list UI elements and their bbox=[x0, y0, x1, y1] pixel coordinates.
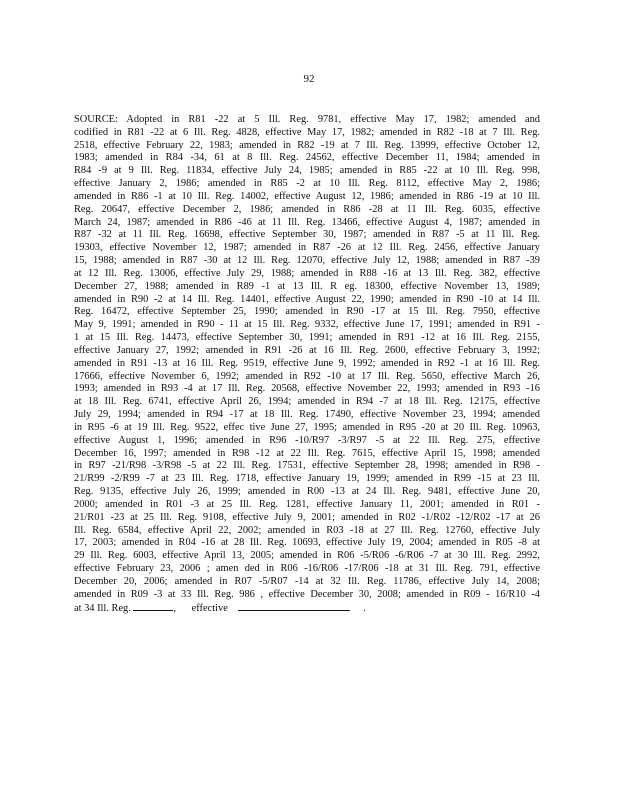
source-line: R87 -32 at 11 Ill. Reg. 16698, effective September 30, 1987; amended in R87 -5 at 11 Ill. Reg. bbox=[74, 229, 540, 241]
source-line: 19303, effective November 12, 1987; amended in R87 -26 at 12 Ill. Reg. 2456, effective January bbox=[74, 242, 540, 254]
source-line: Reg. 20647, effective December 2, 1986; amended in R86 -28 at 11 Ill. Reg. 6035, effective bbox=[74, 203, 540, 215]
final-line-end: . bbox=[363, 603, 366, 615]
source-line: effective January 27, 1992; amended in R91 -26 at 16 Ill. Reg. 2600, effective February 3, 1992; bbox=[74, 344, 540, 356]
source-line: amended in R91 -13 at 16 Ill. Reg. 9519, effective June 9, 1992; amended in R92 -1 at 16 Ill. Reg. bbox=[74, 357, 540, 369]
source-final-line bbox=[74, 601, 540, 614]
source-line: effective August 1, 1996; amended in R96 -10/R97 -3/R97 -5 at 22 Ill. Reg. 275, effective bbox=[74, 434, 540, 446]
source-line: December 20, 2006; amended in R07 -5/R07 -14 at 32 Ill. Reg. 11786, effective July 14, 2008; bbox=[74, 575, 540, 587]
source-line: amended in R09 -3 at 33 Ill. Reg. 986 , effective December 30, 2008; amended in R09 - 16/R10 -4 bbox=[74, 588, 540, 600]
source-line: 2000; amended in R01 -3 at 25 Ill. Reg. 1281, effective January 11, 2001; amended in R01 - bbox=[74, 498, 540, 510]
source-line: in R97 -21/R98 -3/R98 -5 at 22 Ill. Reg. 17531, effective September 28, 1998; amended in R98 - bbox=[74, 460, 540, 472]
source-line: Reg. 16472, effective September 25, 1990; amended in R90 -17 at 15 Ill. Reg. 7950, effective bbox=[74, 306, 540, 318]
source-line: amended in R90 -2 at 14 Ill. Reg. 14401, effective August 22, 1990; amended in R90 -10 at 14 Ill. bbox=[74, 293, 540, 305]
source-line: Ill. Reg. 6584, effective April 22, 2002; amended in R03 -18 at 27 Ill. Reg. 12760, effective July bbox=[74, 524, 540, 536]
source-line: 21/R99 -2/R99 -7 at 23 Ill. Reg. 1718, effective January 19, 1999; amended in R99 -15 at 23 Ill. bbox=[74, 473, 540, 485]
source-line: amended in R86 -1 at 10 Ill. Reg. 14002, effective August 12, 1986; amended in R86 -19 at 10 Ill. bbox=[74, 190, 540, 202]
source-line: 21/R01 -23 at 25 Ill. Reg. 9108, effective July 9, 2001; amended in R02 -1/R02 -12/R02 -17 at 26 bbox=[74, 511, 540, 523]
source-line: effective February 23, 2006 ; amen ded in R06 -16/R06 -17/R06 -18 at 31 Ill. Reg. 791, effective bbox=[74, 562, 540, 574]
source-line: 29 Ill. Reg. 6003, effective April 13, 2005; amended in R06 -5/R06 -6/R06 -7 at 30 Ill. Reg. 2992, bbox=[74, 550, 540, 562]
source-line: May 9, 1991; amended in R90 - 11 at 15 Ill. Reg. 9332, effective June 17, 1991; amended in R91 - bbox=[74, 319, 540, 331]
source-line: at 12 Ill. Reg. 13006, effective July 29, 1988; amended in R88 -16 at 13 Ill. Reg. 382, effective bbox=[74, 267, 540, 279]
final-line-prefix: at 34 Ill. Reg. bbox=[74, 603, 131, 615]
source-line: in R95 -6 at 19 Ill. Reg. 9522, effec tive June 27, 1995; amended in R95 -20 at 20 Ill. Reg. 10963, bbox=[74, 421, 540, 433]
source-line: Reg. 9135, effective July 26, 1999; amended in R00 -13 at 24 Ill. Reg. 9481, effective June 20, bbox=[74, 486, 540, 498]
source-line: March 24, 1987; amended in R86 -46 at 11 Ill. Reg. 13466, effective August 4, 1987; amended in bbox=[74, 216, 540, 228]
source-line: December 16, 1997; amended in R98 -12 at 22 Ill. Reg. 7615, effective April 15, 1998; amended bbox=[74, 447, 540, 459]
source-line: R84 -9 at 9 Ill. Reg. 11834, effective July 24, 1985; amended in R85 -22 at 10 Ill. Reg. 998, bbox=[74, 165, 540, 177]
source-line: codified in R81 -22 at 6 Ill. Reg. 4828, effective May 17, 1982; amended in R82 -18 at 7 Ill. Reg. bbox=[74, 126, 540, 138]
source-line: effective January 2, 1986; amended in R85 -2 at 10 Ill. Reg. 8112, effective May 2, 1986; bbox=[74, 178, 540, 190]
effective-date-blank bbox=[238, 601, 350, 611]
final-line-separator: , bbox=[173, 603, 177, 615]
source-line: at 18 Ill. Reg. 6741, effective April 26, 1994; amended in R94 -7 at 18 Ill. Reg. 12175, effective bbox=[74, 396, 540, 408]
source-line: December 27, 1988; amended in R89 -1 at 13 Ill. R eg. 18300, effective November 13, 1989; bbox=[74, 280, 540, 292]
source-line: 15, 1988; amended in R87 -30 at 12 Ill. Reg. 12070, effective July 12, 1988; amended in R87 -39 bbox=[74, 255, 540, 267]
source-line: SOURCE: Adopted in R81 -22 at 5 Ill. Reg. 9781, effective May 17, 1982; amended and bbox=[74, 114, 540, 125]
source-line: 2518, effective February 22, 1983; amended in R82 -19 at 7 Ill. Reg. 13999, effective October 12, bbox=[74, 139, 540, 151]
source-line: 17666, effective November 6, 1992; amended in R92 -10 at 17 Ill. Reg. 5650, effective March 26, bbox=[74, 370, 540, 382]
effective-label: effective bbox=[191, 603, 228, 615]
source-note bbox=[74, 114, 540, 614]
source-line: 1 at 15 Ill. Reg. 14473, effective September 30, 1991; amended in R91 -12 at 16 Ill. Reg. 2155, bbox=[74, 332, 540, 344]
source-line: 1983; amended in R84 -34, 61 at 8 Ill. Reg. 24562, effective December 11, 1984; amended in bbox=[74, 152, 540, 164]
source-line: 1993; amended in R93 -4 at 17 Ill. Reg. 20568, effective November 22, 1993; amended in R93 -16 bbox=[74, 383, 540, 395]
page-number: 92 bbox=[303, 73, 315, 85]
source-line: 17, 2003; amended in R04 -16 at 28 Ill. Reg. 10693, effective July 19, 2004; amended in R05 -8 at bbox=[74, 537, 540, 549]
register-page-blank bbox=[133, 601, 173, 611]
source-line: July 29, 1994; amended in R94 -17 at 18 Ill. Reg. 17490, effective November 23, 1994; amended bbox=[74, 409, 540, 421]
